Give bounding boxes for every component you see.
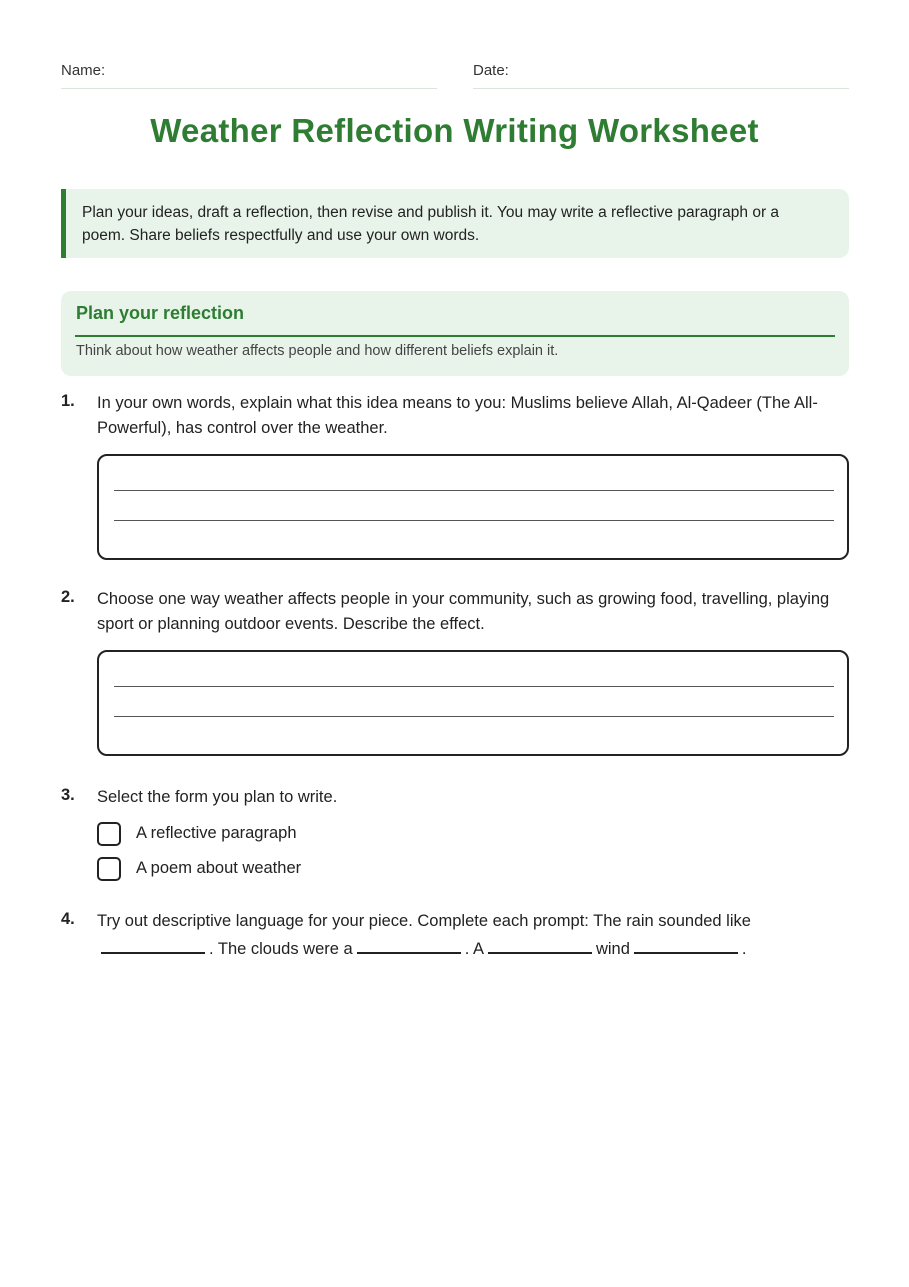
- question-2-text: Choose one way weather affects people in your community, such as growing food, travelling, playing sport or planning outdoor events. Describe the effect.: [97, 590, 830, 633]
- plan-section-header: [61, 291, 849, 376]
- prompt-part: .: [741, 940, 747, 958]
- question-2-answer-box[interactable]: [97, 650, 849, 756]
- plan-divider: [75, 335, 835, 337]
- option-label: A reflective paragraph: [136, 824, 297, 842]
- prompt-part: . The clouds were a: [209, 940, 353, 958]
- question-2-number: 2.: [61, 588, 75, 606]
- question-3-number: 3.: [61, 786, 75, 804]
- plan-subtitle: Think about how weather affects people and how different beliefs explain it.: [76, 343, 559, 359]
- question-1-answer-box[interactable]: [97, 454, 849, 560]
- blank-rain-sound[interactable]: [101, 934, 205, 954]
- question-3-text: Select the form you plan to write.: [97, 788, 338, 806]
- option-label: A poem about weather: [136, 859, 302, 877]
- question-1-number: 1.: [61, 392, 75, 410]
- name-label: Name:: [61, 62, 106, 79]
- plan-title: Plan your reflection: [76, 303, 245, 323]
- writing-line: [114, 490, 834, 491]
- date-label: Date:: [473, 62, 509, 79]
- checkbox[interactable]: [97, 857, 121, 881]
- blank-clouds[interactable]: [357, 934, 461, 954]
- writing-line: [114, 520, 834, 521]
- date-field[interactable]: [473, 60, 849, 89]
- question-1-text: In your own words, explain what this idea means to you: Muslims believe Allah, Al-Qadeer (The All-Powerful), has control over the weather.: [97, 394, 818, 437]
- instructions-box: Plan your ideas, draft a reflection, then revise and publish it. You may write a reflective paragraph or a poem. Share beliefs respectfully and use your own words.: [61, 189, 849, 258]
- name-field[interactable]: [61, 60, 437, 89]
- writing-line: [114, 716, 834, 717]
- blank-wind-verb[interactable]: [634, 934, 738, 954]
- question-4-text: Try out descriptive language for your piece. Complete each prompt: The rain sounded like: [97, 912, 751, 930]
- prompt-part: wind: [595, 940, 630, 958]
- checkbox[interactable]: [97, 822, 121, 846]
- question-4-number: 4.: [61, 910, 75, 928]
- blank-wind-adjective[interactable]: [488, 934, 592, 954]
- writing-line: [114, 686, 834, 687]
- worksheet-title: Weather Reflection Writing Worksheet: [150, 112, 759, 149]
- question-4-prompts: [97, 934, 747, 959]
- prompt-part: . A: [464, 940, 484, 958]
